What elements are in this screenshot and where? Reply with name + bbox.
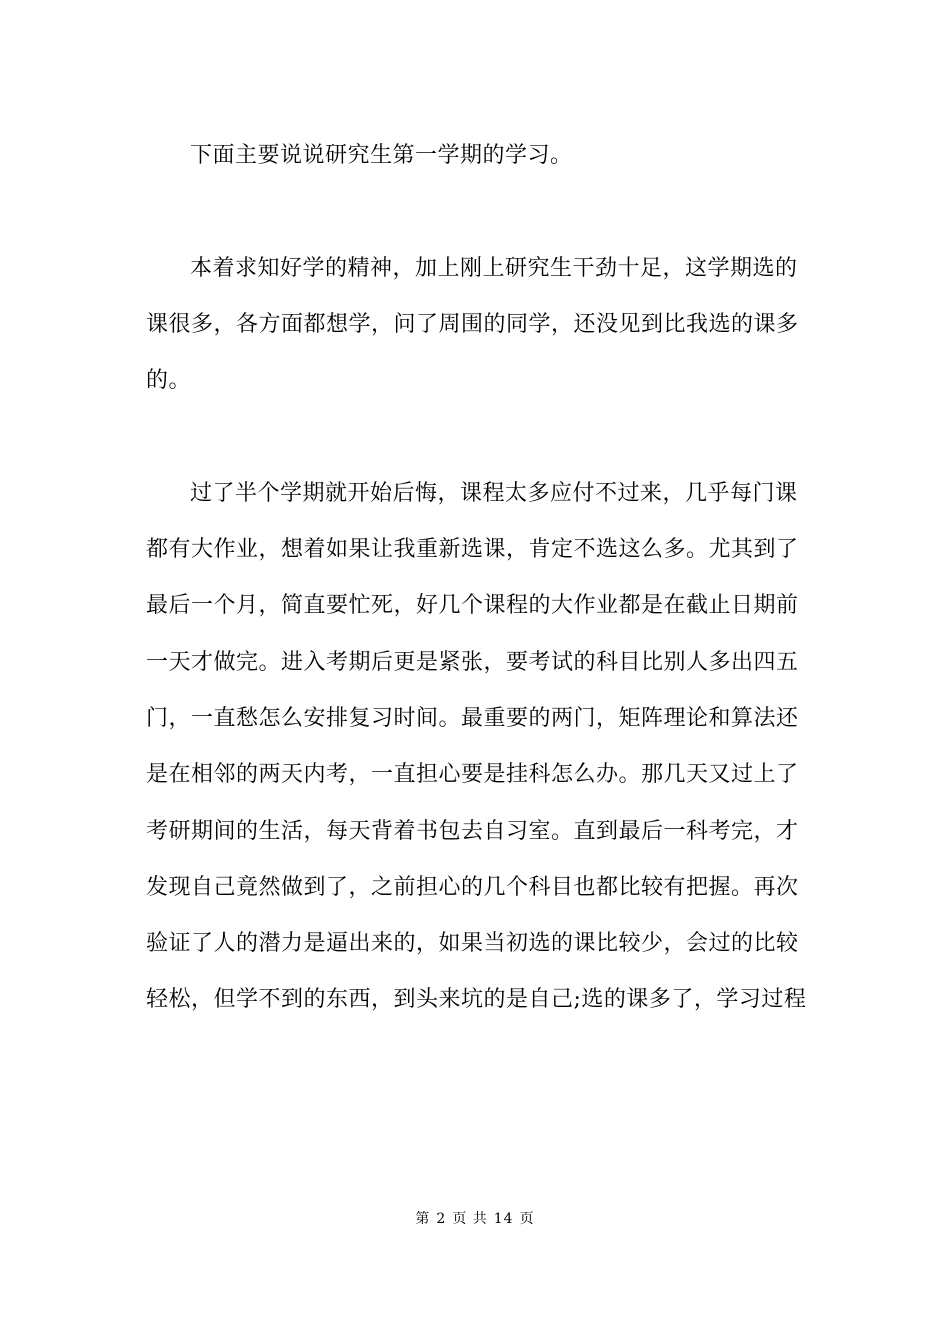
- paragraph-3-line-9: 验证了人的潜力是逼出来的，如果当初选的课比较少，会过的比较: [146, 931, 799, 957]
- document-body: [146, 133, 806, 1034]
- paragraph-gap: [146, 189, 806, 245]
- paragraph-3-line-7: 考研期间的生活，每天背着书包去自习室。直到最后一科考完，才: [146, 818, 799, 844]
- paragraph-1-line-1: 下面主要说说研究生第一学期的学习。: [190, 143, 573, 168]
- footer-prefix: 第: [415, 1211, 431, 1227]
- paragraph-3-line-6: 是在相邻的两天内考，一直担心要是挂科怎么办。那几天又过上了: [146, 762, 799, 788]
- paragraph-3-line-5: 门，一直愁怎么安排复习时间。最重要的两门，矩阵理论和算法还: [146, 705, 799, 731]
- paragraph-3-line-3: 最后一个月，简直要忙死，好几个课程的大作业都是在截止日期前: [146, 593, 799, 619]
- paragraph-3-line-1: 过了半个学期就开始后悔，课程太多应付不过来，几乎每门课: [190, 480, 798, 506]
- page-footer: [0, 1208, 950, 1228]
- footer-suffix: 页: [519, 1211, 535, 1227]
- paragraph-3-line-8: 发现自己竟然做到了，之前担心的几个科目也都比较有把握。再次: [146, 874, 799, 900]
- footer-total-pages: 14: [493, 1211, 514, 1227]
- footer-current-page: 2: [436, 1211, 447, 1227]
- paragraph-2-line-1: 本着求知好学的精神，加上刚上研究生干劲十足，这学期选的: [190, 255, 798, 281]
- paragraph-2-line-3: 的。: [146, 368, 192, 394]
- paragraph-3-line-4: 一天才做完。进入考期后更是紧张，要考试的科目比别人多出四五: [146, 649, 799, 675]
- paragraph-3-line-2: 都有大作业，想着如果让我重新选课，肯定不选这么多。尤其到了: [146, 537, 799, 563]
- footer-middle: 页 共: [452, 1211, 488, 1227]
- paragraph-gap: [146, 414, 806, 470]
- paragraph-3-line-10: 轻松，但学不到的东西，到头来坑的是自己;选的课多了，学习过程: [146, 987, 807, 1013]
- paragraph-2-line-2: 课很多，各方面都想学，问了周围的同学，还没见到比我选的课多: [146, 311, 799, 337]
